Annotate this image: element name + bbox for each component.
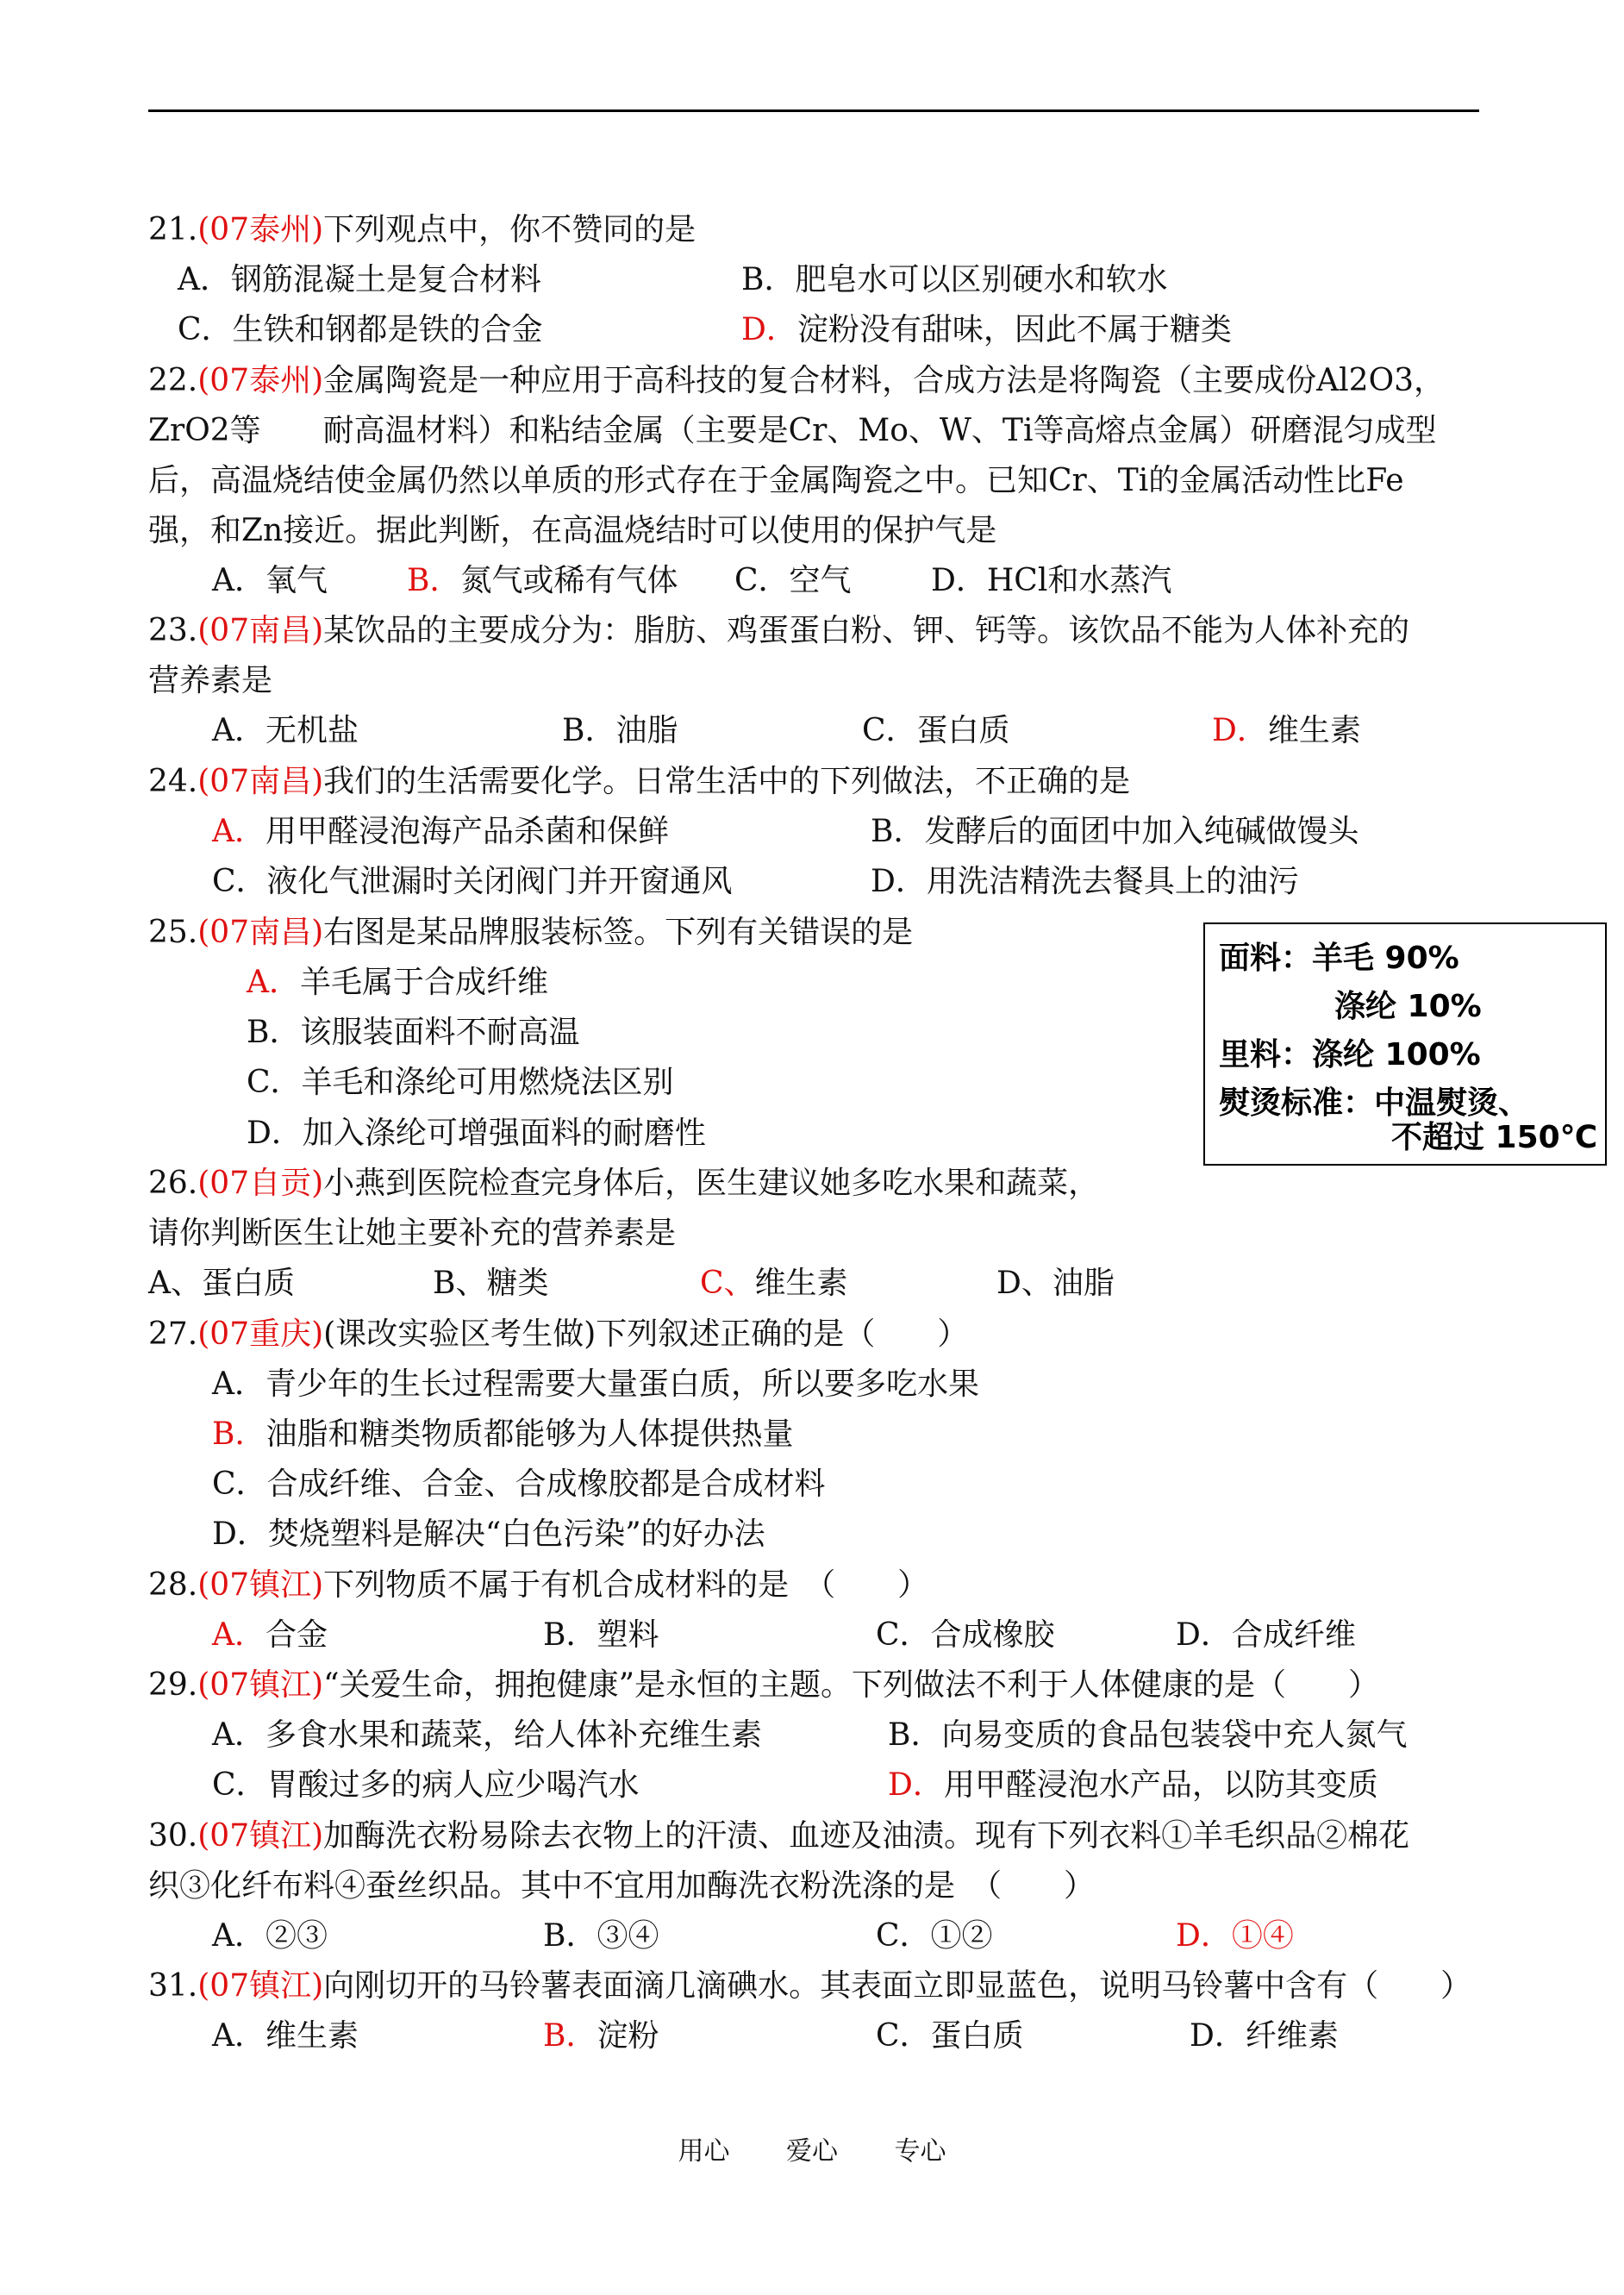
label-row-ironing: 熨烫标准：中温熨烫、: [1219, 1085, 1530, 1121]
label-row-lining: 里料：涤纶 100%: [1219, 1037, 1481, 1072]
q21-option-c[interactable]: C．生铁和钢都是铁的合金: [178, 312, 543, 347]
q30-option-c[interactable]: C．①②: [876, 1918, 993, 1954]
question-23-stem: 23.(07南昌)某饮品的主要成分为：脂肪、鸡蛋蛋白粉、钾、钙等。该饮品不能为人体补充的: [148, 613, 1410, 648]
question-28-stem: 28.(07镇江)下列物质不属于有机合成材料的是 （ ）: [148, 1567, 929, 1603]
q25-option-c[interactable]: C．羊毛和涤纶可用燃烧法区别: [247, 1065, 674, 1100]
q26-option-a[interactable]: A、蛋白质: [148, 1266, 296, 1301]
q24-option-a[interactable]: A．用甲醛浸泡海产品杀菌和保鲜: [212, 814, 670, 849]
q27-option-d[interactable]: D．焚烧塑料是解决“白色污染”的好办法: [212, 1516, 765, 1552]
label-row-polyester: 涤纶 10%: [1334, 989, 1482, 1024]
question-26-stem: 26.(07自贡)小燕到医院检查完身体后，医生建议她多吃水果和蔬菜，: [148, 1166, 1100, 1201]
q27-option-b[interactable]: B．油脂和糖类物质都能够为人体提供热量: [212, 1416, 794, 1452]
question-21-stem: 21.(07泰州)下列观点中，你不赞同的是: [148, 212, 696, 247]
q30-option-d[interactable]: D．①④: [1176, 1918, 1294, 1954]
q21-option-d[interactable]: D．淀粉没有甜味，因此不属于糖类: [741, 312, 1232, 347]
q24-option-c[interactable]: C．液化气泄漏时关闭阀门并开窗通风: [212, 864, 733, 899]
question-22-stem: 22.(07泰州)金属陶瓷是一种应用于高科技的复合材料，合成方法是将陶瓷（主要成份Al2O3，: [148, 363, 1446, 398]
question-30-stem-line2: 织③化纤布料④蚕丝织品。其中不宜用加酶洗衣粉洗涤的是 （ ）: [148, 1868, 1096, 1904]
q22-option-c[interactable]: C．空气: [734, 563, 852, 598]
q29-option-d[interactable]: D．用甲醛浸泡水产品，以防其变质: [888, 1767, 1378, 1803]
question-22-stem-line4: 强，和Zn接近。据此判断，在高温烧结时可以使用的保护气是: [148, 513, 997, 548]
q24-option-b[interactable]: B．发酵后的面团中加入纯碱做馒头: [871, 814, 1359, 849]
clothing-label: [1203, 922, 1607, 1166]
q22-option-a[interactable]: A．氧气: [212, 563, 328, 598]
q26-option-c[interactable]: C、维生素: [700, 1266, 848, 1301]
question-31-stem: 31.(07镇江)向刚切开的马铃薯表面滴几滴碘水。其表面立即显蓝色，说明马铃薯中含有（ ）: [148, 1968, 1472, 2004]
footer-word-3: 专心: [894, 2136, 946, 2167]
q26-option-d[interactable]: D、油脂: [996, 1266, 1115, 1301]
q31-option-d[interactable]: D．纤维素: [1190, 2018, 1339, 2054]
question-30-stem: 30.(07镇江)加酶洗衣粉易除去衣物上的汗渍、血迹及油渍。现有下列衣料①羊毛织品②棉花: [148, 1818, 1410, 1854]
q31-option-a[interactable]: A．维生素: [212, 2018, 359, 2054]
q23-option-d[interactable]: D．维生素: [1212, 713, 1361, 748]
q25-option-a[interactable]: A．羊毛属于合成纤维: [247, 965, 549, 1000]
question-26-stem-line2: 请你判断医生让她主要补充的营养素是: [148, 1216, 677, 1251]
footer-word-1: 用心: [678, 2136, 730, 2167]
q28-option-c[interactable]: C．合成橡胶: [876, 1617, 1055, 1653]
question-29-stem: 29.(07镇江)“关爱生命，拥抱健康”是永恒的主题。下列做法不利于人体健康的是（ ）: [148, 1667, 1379, 1703]
question-22-stem-line3: 后，高温烧结使金属仍然以单质的形式存在于金属陶瓷之中。已知Cr、Ti的金属活动性比Fe: [148, 463, 1404, 498]
question-23-stem-line2: 营养素是: [148, 663, 273, 698]
label-row-temperature: 不超过 150℃: [1391, 1120, 1598, 1155]
page-footer: [0, 2129, 1624, 2167]
q29-option-a[interactable]: A．多食水果和蔬菜，给人体补充维生素: [212, 1717, 763, 1753]
q27-option-a[interactable]: A．青少年的生长过程需要大量蛋白质，所以要多吃水果: [212, 1366, 980, 1402]
q22-option-d[interactable]: D．HCl和水蒸汽: [931, 563, 1172, 598]
q24-option-d[interactable]: D．用洗洁精洗去餐具上的油污: [871, 864, 1299, 899]
q29-option-b[interactable]: B．向易变质的食品包装袋中充人氮气: [888, 1717, 1408, 1753]
q31-option-b[interactable]: B．淀粉: [543, 2018, 659, 2054]
question-27-stem: 27.(07重庆)(课改实验区考生做)下列叙述正确的是（ ）: [148, 1316, 969, 1352]
q22-option-b[interactable]: B．氮气或稀有气体: [407, 563, 678, 598]
question-24-stem: 24.(07南昌)我们的生活需要化学。日常生活中的下列做法，不正确的是: [148, 764, 1131, 799]
q28-option-a[interactable]: A．合金: [212, 1617, 328, 1653]
q28-option-d[interactable]: D．合成纤维: [1176, 1617, 1356, 1653]
q28-option-b[interactable]: B．塑料: [543, 1617, 659, 1653]
q21-option-a[interactable]: A．钢筋混凝土是复合材料: [178, 262, 542, 297]
q29-option-c[interactable]: C．胃酸过多的病人应少喝汽水: [212, 1767, 640, 1803]
q23-option-a[interactable]: A．无机盐: [212, 713, 359, 748]
q25-option-b[interactable]: B．该服装面料不耐高温: [247, 1015, 580, 1050]
q23-option-b[interactable]: B．油脂: [562, 713, 678, 748]
question-25-stem: 25.(07南昌)右图是某品牌服装标签。下列有关错误的是: [148, 915, 914, 950]
label-row-fabric: 面料：羊毛 90%: [1219, 941, 1459, 976]
q27-option-c[interactable]: C．合成纤维、合金、合成橡胶都是合成材料: [212, 1466, 826, 1502]
q31-option-c[interactable]: C．蛋白质: [876, 2018, 1024, 2054]
q25-option-d[interactable]: D．加入涤纶可增强面料的耐磨性: [247, 1116, 706, 1151]
q30-option-b[interactable]: B．③④: [543, 1918, 659, 1954]
question-22-stem-line2: ZrO2等 耐高温材料）和粘结金属（主要是Cr、Mo、W、Ti等高熔点金属）研磨混匀成型: [148, 413, 1437, 448]
q21-option-b[interactable]: B．肥皂水可以区别硬水和软水: [741, 262, 1168, 297]
q26-option-b[interactable]: B、糖类: [433, 1266, 549, 1301]
q30-option-a[interactable]: A．②③: [212, 1918, 328, 1954]
footer-word-2: 爱心: [786, 2136, 838, 2167]
header-rule: [148, 109, 1479, 112]
q23-option-c[interactable]: C．蛋白质: [862, 713, 1010, 748]
